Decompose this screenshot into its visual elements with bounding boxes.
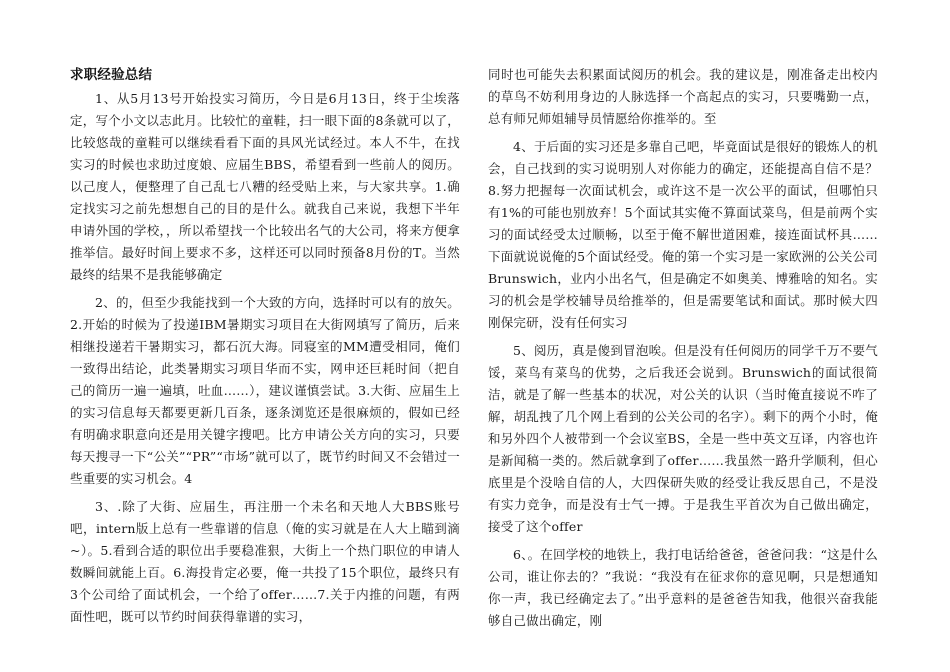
document-title: 求职经验总结 — [70, 67, 153, 83]
paragraph-1: 1、从5月13号开始投实习简历，今日是6月13日，终于尘埃落定，写个小文以志此月。比较忙的童鞋，扫一眼下面的8条就可以了，比较悠哉的童鞋可以继续看看下面的具风光试经过。本人不牛，在找实习的时候也求助过度娘、应届生BBS，希望看到一些前人的阅历。以己度人，便整理了自己乱七八糟的经受贴上来，与大家共享。1.确定找实习之前先想想自己的目的是什么。就我自己来说，我想下半年申请外国的学校，，所以希望找一个比较出名气的大公司，将来方便拿推举信。最好时间上要求不多，这样还可以同时预备8月份的T。当然最终的结果不是我能够确定 — [70, 91, 460, 282]
paragraph-2: 2、的，但至少我能找到一个大致的方向，选择时可以有的放矢。2.开始的时候为了投递IBM暑期实习项目在大街网填写了简历，后来相继投递若干暑期实习，都石沉大海。同寝室的MM遭受相同，俺们一致得出结论，此类暑期实习项目华而不实，网申还巨耗时间（把自己的简历一遍一遍填，吐血……），建议谨慎尝试。3.大街、应届生上的实习信息每天都要更新几百条，逐条浏览还是很麻烦的，假如已经有明确求职意向还是用关键字搜吧。比方申请公关方向的实习，只要每天搜寻一下“公关”“PR”“市场”就可以了，既节约时间又不会错过一些重要的实习机会。4 — [70, 295, 460, 486]
paragraph-3: 3、.除了大街、应届生，再注册一个未名和天地人大BBS账号吧，intern版上总有一些靠谱的信息（俺的实习就是在人大上瞄到滴~）。5.看到合适的职位出手要稳准狠，大街上一个热门职位的申请人数瞬间就能上百。6.海投肯定必要，俺一共投了15个职位，最终只有3个公司给了面试机会，一个给了offer……7.关于内推的问题，有两面性吧，既可以节约时间获得靠谱的实习， — [70, 499, 460, 624]
paragraph-6: 6、。在回学校的地铁上，我打电话给爸爸，爸爸问我：“这是什么公司，谁让你去的？”我说：“我没有在征求你的意见啊，只是想通知你一声，我已经确定去了。”出乎意料的是爸爸告知我，他很兴奋我能够自己做出确定，刚 — [488, 547, 878, 628]
paragraph-5: 5、阅历，真是傻到冒泡唉。但是没有任何阅历的同学千万不要气馁，菜鸟有菜鸟的优势，之后我还会说到。Brunswich的面试很简洁，就是了解一些基本的状况，对公关的认识（当时俺直接说不咋了解，胡乱拽了几个网上看到的公关公司的名字）。剩下的两个小时，俺和另外四个人被带到一个会议室BS，全是一些中英文互译，内容也许是新闻稿一类的。然后就拿到了offer……我虽然一路升学顺利，但心底里是个没啥自信的人，大四保研失败的经受让我反思自己，不是没有实力竞争，而是没有士气一搏。于是我生平首次为自己做出确定，接受了这个offer — [488, 343, 878, 534]
paragraph-4: 4、于后面的实习还是多靠自己吧，毕竟面试是很好的锻炼人的机会，自己找到的实习说明别人对你能力的确定，还能提高自信不是？8.努力把握每一次面试机会，或许这不是一次公平的面试，但哪怕只有1%的可能也别放弃！5个面试其实俺不算面试菜鸟，但是前两个实习的面试经受太过顺畅，以至于俺不解世道困难，接连面试杯具……下面就说说俺的5个面试经受。俺的第一个实习是一家欧洲的公关公司Brunswich，业内小出名气，但是确定不如奥美、博雅啥的知名。实习的机会是学校辅导员给推举的，但是需要笔试和面试。那时候大四刚保完研，没有任何实习 — [488, 139, 878, 330]
right-column — [488, 64, 878, 638]
left-column — [70, 64, 460, 634]
paragraph-3-continuation: 同时也可能失去积累面试阅历的机会。我的建议是，刚准备走出校内的草鸟不妨利用身边的人脉选择一个高起点的实习，只要嘴勤一点，总有师兄师姐辅导员情愿给你推举的。至 — [488, 67, 878, 126]
